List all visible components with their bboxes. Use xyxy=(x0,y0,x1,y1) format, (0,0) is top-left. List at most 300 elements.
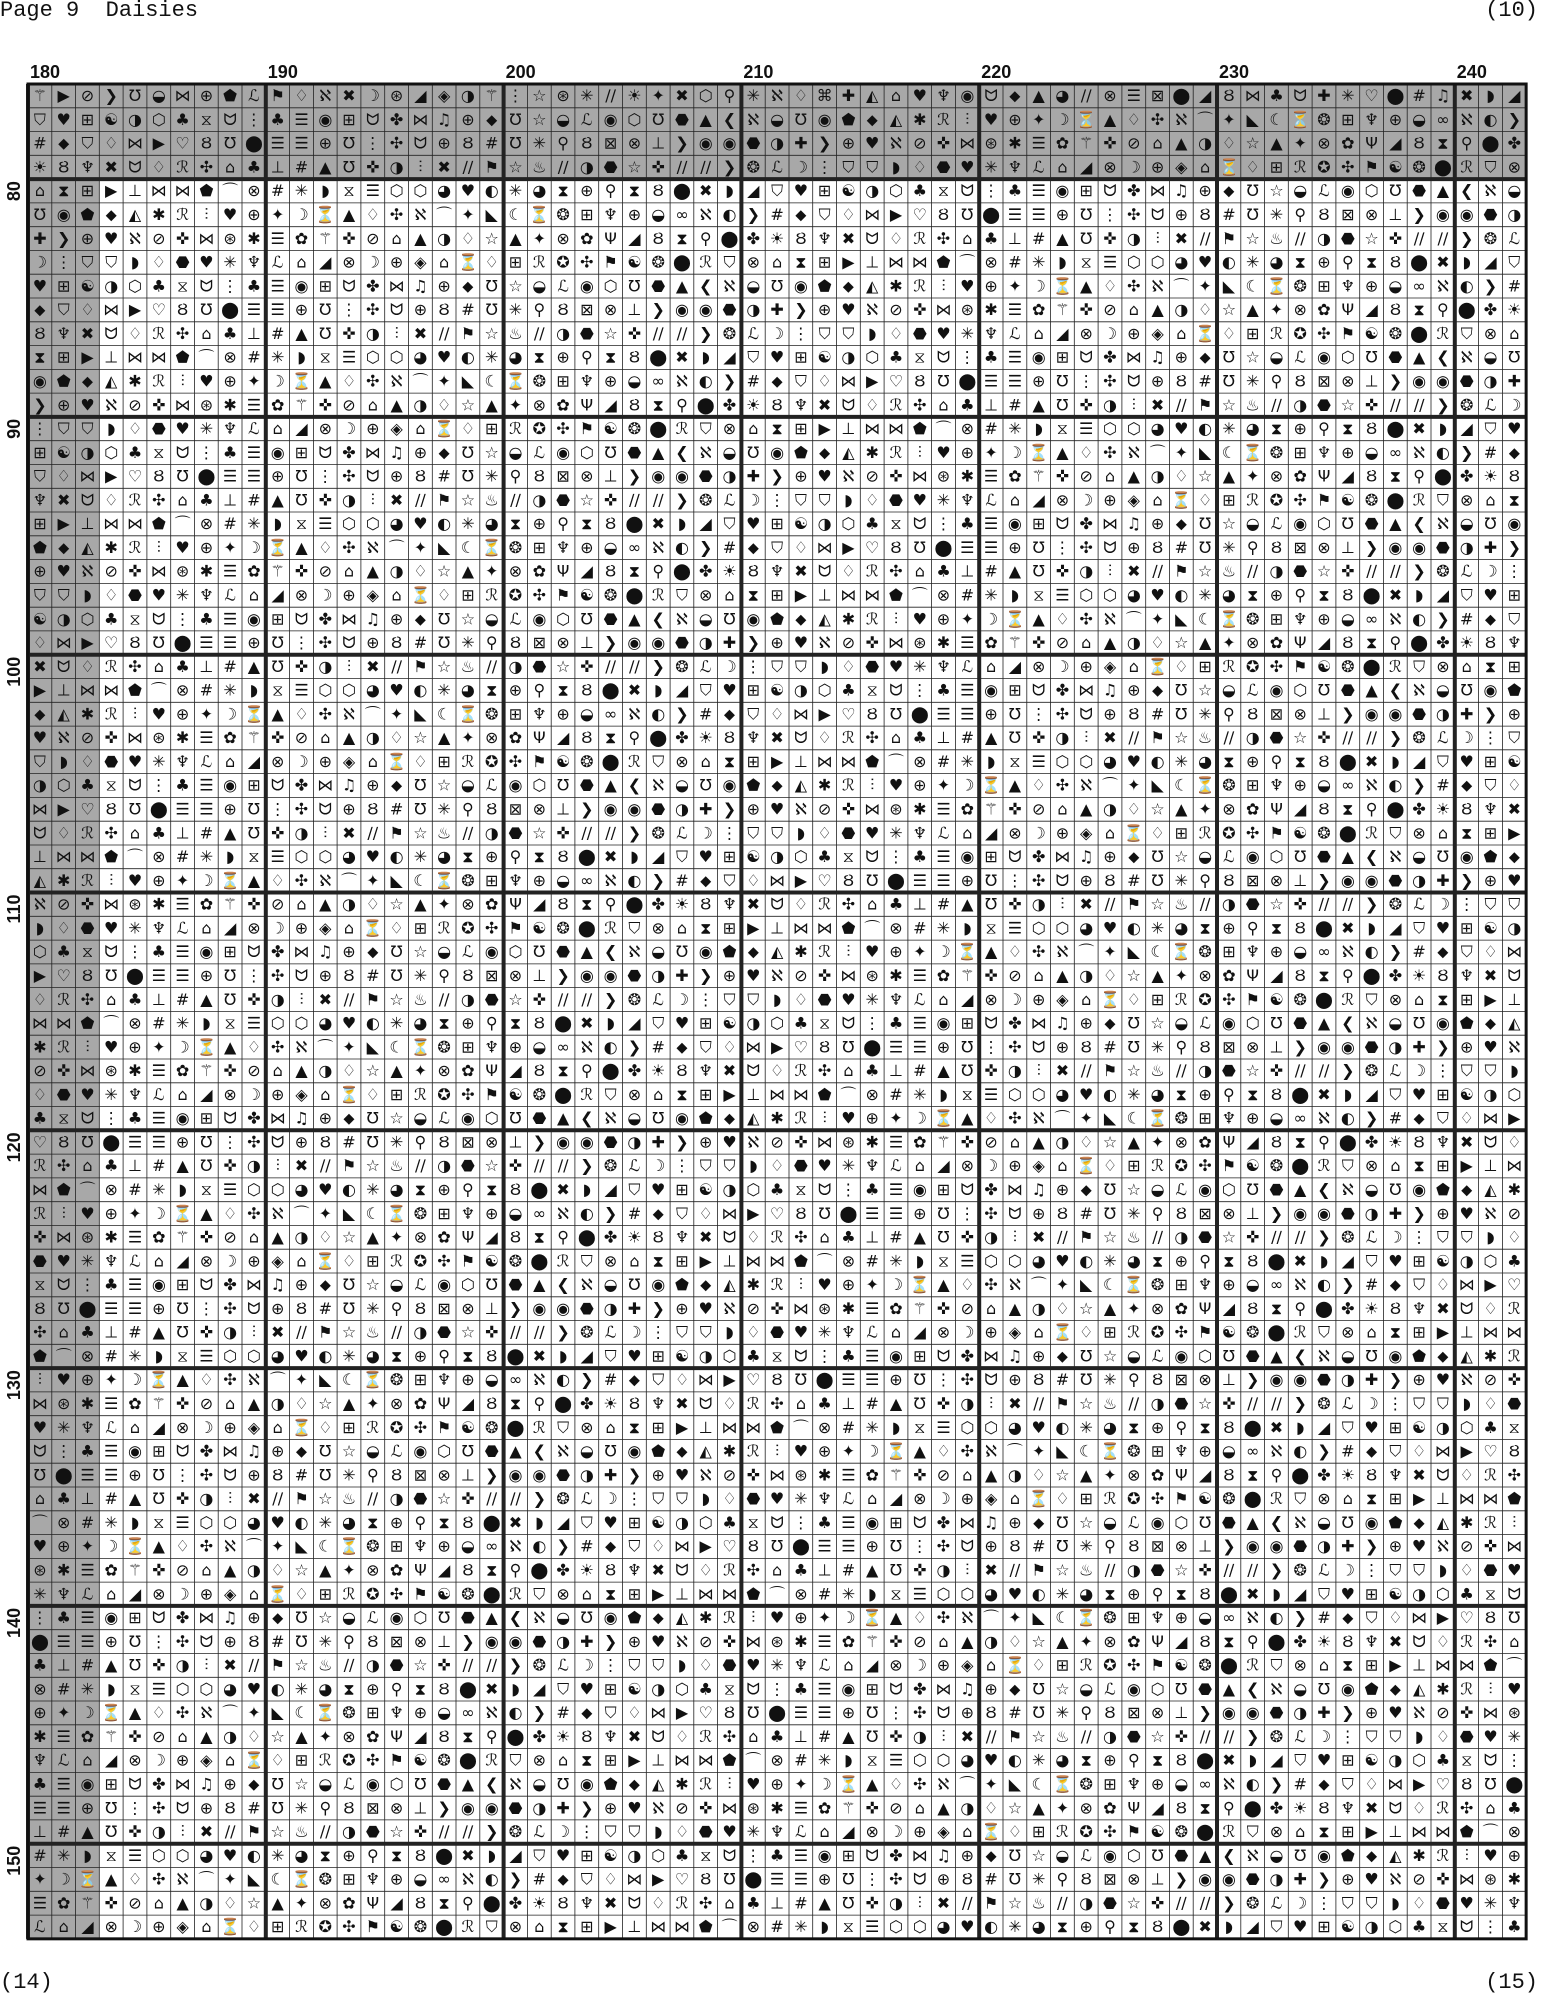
stitch-symbol: ❂ xyxy=(1389,324,1402,343)
stitch-symbol: ⧗ xyxy=(510,514,521,533)
stitch-symbol: ⊥ xyxy=(1174,1703,1188,1722)
stitch-symbol: ⬡ xyxy=(1103,419,1117,438)
stitch-symbol: ⋮ xyxy=(626,1489,642,1508)
stitch-symbol: ⬟ xyxy=(57,1180,71,1199)
page-title: Page 9 Daisies xyxy=(0,0,198,22)
stitch-symbol: ❮ xyxy=(533,1442,546,1461)
stitch-symbol: ⌂ xyxy=(915,1798,925,1817)
stitch-symbol: ✳ xyxy=(390,1132,403,1151)
stitch-symbol: ℒ xyxy=(652,990,664,1009)
stitch-symbol: ℒ xyxy=(629,1156,641,1175)
stitch-symbol: ⊛ xyxy=(33,1561,46,1580)
stitch-symbol: ⊕ xyxy=(1032,1347,1045,1366)
stitch-symbol: ✳ xyxy=(319,1632,332,1651)
stitch-symbol: ⊞ xyxy=(81,110,94,129)
stitch-symbol: ◣ xyxy=(414,704,427,723)
stitch-symbol: ❮ xyxy=(1412,514,1425,533)
stitch-symbol: # xyxy=(200,823,213,842)
stitch-symbol: ∕∕ xyxy=(344,990,355,1009)
stitch-symbol: ⬤ xyxy=(459,1751,477,1770)
stitch-symbol: ⋮ xyxy=(864,1870,880,1889)
stitch-symbol: Ʊ xyxy=(1175,1679,1187,1698)
stitch-symbol: ❂ xyxy=(1175,1822,1188,1841)
stitch-symbol: ⌂ xyxy=(296,253,306,272)
stitch-symbol: ᗢ xyxy=(295,966,308,985)
stitch-symbol: # xyxy=(1508,276,1521,295)
stitch-symbol: ◉ xyxy=(1436,372,1450,391)
stitch-symbol: ℵ xyxy=(1437,1537,1449,1556)
stitch-symbol: ⬤ xyxy=(530,1561,548,1580)
stitch-symbol: ♆ xyxy=(1269,776,1283,795)
stitch-symbol: ⬥ xyxy=(486,110,498,129)
stitch-symbol: ☆ xyxy=(413,942,427,961)
stitch-symbol: ♥ xyxy=(1483,1727,1497,1746)
stitch-symbol: ☆ xyxy=(389,1822,403,1841)
stitch-symbol: ☽ xyxy=(675,990,689,1009)
stitch-symbol: ◉ xyxy=(57,205,71,224)
stitch-symbol: ♨ xyxy=(318,1656,332,1675)
stitch-symbol: Ȣ xyxy=(700,1870,711,1889)
stitch-symbol: ⛉ xyxy=(628,1656,640,1675)
stitch-symbol: ❯ xyxy=(1365,538,1378,557)
stitch-symbol: ⋮ xyxy=(1483,728,1499,747)
stitch-symbol: ♣ xyxy=(175,776,189,795)
stitch-symbol: ◒ xyxy=(1341,1347,1355,1366)
stitch-symbol: ⫶ xyxy=(823,1109,827,1128)
stitch-symbol: ⋈ xyxy=(56,847,72,866)
stitch-symbol: ⛉ xyxy=(581,1251,593,1270)
stitch-symbol: ✣ xyxy=(200,1465,213,1484)
stitch-symbol: ⧖ xyxy=(938,181,949,200)
stitch-symbol: ♢ xyxy=(1198,490,1212,509)
stitch-symbol: ♢ xyxy=(223,1204,237,1223)
stitch-symbol: ◉ xyxy=(1127,1679,1141,1698)
stitch-symbol: ◕ xyxy=(223,1679,237,1698)
stitch-symbol: ⬣ xyxy=(1246,895,1260,914)
stitch-symbol: ♆ xyxy=(1507,633,1521,652)
stitch-symbol: ⊥ xyxy=(841,419,855,438)
stitch-symbol: Ȣ xyxy=(629,348,640,367)
stitch-symbol: ◒ xyxy=(152,86,166,105)
stitch-symbol: ⊕ xyxy=(818,1442,831,1461)
stitch-symbol: ∞ xyxy=(509,1370,522,1389)
stitch-symbol: ☰ xyxy=(104,1394,118,1413)
stitch-symbol: ∕∕ xyxy=(1224,1561,1235,1580)
stitch-symbol: ♣ xyxy=(1507,1251,1521,1270)
stitch-symbol: ⏳ xyxy=(292,1870,312,1889)
stitch-symbol: ⛉ xyxy=(628,1537,640,1556)
stitch-symbol: ⚲ xyxy=(415,1132,427,1151)
stitch-symbol: ◉ xyxy=(461,1798,475,1817)
stitch-symbol: ♥ xyxy=(1293,1917,1307,1936)
stitch-symbol: ❮ xyxy=(604,942,617,961)
stitch-symbol: ⊘ xyxy=(342,395,355,414)
stitch-symbol: ℵ xyxy=(533,1370,545,1389)
stitch-symbol: ♆ xyxy=(603,1727,617,1746)
stitch-symbol: ⬣ xyxy=(128,586,142,605)
stitch-symbol: ⋮ xyxy=(1483,1917,1499,1936)
stitch-symbol: ℛ xyxy=(676,1893,689,1912)
stitch-symbol: ⊞ xyxy=(675,1251,688,1270)
stitch-symbol: ⧖ xyxy=(867,1751,878,1770)
stitch-symbol: ♢ xyxy=(794,990,808,1009)
stitch-symbol: ❂ xyxy=(1365,1061,1378,1080)
stitch-symbol: ⌂ xyxy=(296,1251,306,1270)
stitch-symbol: ⊕ xyxy=(128,1037,141,1056)
stitch-symbol: ❯ xyxy=(1293,1608,1306,1627)
stitch-symbol: ⫶ xyxy=(157,538,161,557)
stitch-symbol: ✦ xyxy=(437,372,450,391)
stitch-symbol: ☰ xyxy=(817,1679,831,1698)
stitch-symbol: ∕∕ xyxy=(677,324,688,343)
stitch-symbol: ◉ xyxy=(1270,681,1284,700)
stitch-symbol: ✪ xyxy=(1103,1656,1116,1675)
stitch-symbol: ❮ xyxy=(699,276,712,295)
stitch-symbol: ∕∕ xyxy=(1224,728,1235,747)
stitch-symbol: ❯ xyxy=(1389,942,1402,961)
stitch-symbol: ⚲ xyxy=(1413,467,1425,486)
stitch-symbol: ⌂ xyxy=(178,490,188,509)
stitch-symbol: ⚑ xyxy=(603,253,617,272)
stitch-symbol: ❂ xyxy=(1389,895,1402,914)
stitch-symbol: Ȣ xyxy=(34,324,45,343)
stitch-symbol: ♢ xyxy=(675,1727,689,1746)
stitch-symbol: ♢ xyxy=(271,871,285,890)
stitch-symbol: ℛ xyxy=(1460,1632,1473,1651)
stitch-symbol: ♆ xyxy=(199,586,213,605)
stitch-symbol: ◒ xyxy=(1270,348,1284,367)
stitch-symbol: ∕∕ xyxy=(534,324,545,343)
stitch-symbol: ⋈ xyxy=(365,443,381,462)
stitch-symbol: ✳ xyxy=(57,1846,70,1865)
stitch-symbol: ☰ xyxy=(318,514,332,533)
stitch-symbol: ⊕ xyxy=(604,372,617,391)
stitch-symbol: ⊥ xyxy=(57,1656,71,1675)
stitch-symbol: ♣ xyxy=(199,609,213,628)
stitch-symbol: ▲ xyxy=(224,1561,237,1580)
stitch-symbol: ✿ xyxy=(1175,1299,1188,1318)
stitch-symbol: ⌂ xyxy=(35,1489,45,1508)
stitch-symbol: Ȣ xyxy=(724,728,735,747)
stitch-symbol: ⚚ xyxy=(1055,300,1069,319)
stitch-symbol: ♡ xyxy=(817,871,831,890)
stitch-symbol: ♢ xyxy=(913,1608,927,1627)
stitch-symbol: ☀ xyxy=(722,562,736,581)
stitch-symbol: Ʊ xyxy=(200,1156,212,1175)
stitch-symbol: ᗢ xyxy=(984,1014,997,1033)
stitch-symbol: ⊕ xyxy=(57,395,70,414)
stitch-symbol: ⊞ xyxy=(651,1418,664,1437)
stitch-symbol: ☽ xyxy=(1483,562,1497,581)
stitch-symbol: ⊗ xyxy=(865,1822,878,1841)
stitch-symbol: ◢ xyxy=(1247,1132,1260,1151)
stitch-symbol: ◢ xyxy=(153,1418,166,1437)
stitch-symbol: ☀ xyxy=(651,1061,665,1080)
stitch-symbol: ℒ xyxy=(795,1822,807,1841)
stitch-symbol: ⋮ xyxy=(175,1465,191,1484)
stitch-symbol: ◒ xyxy=(580,704,594,723)
stitch-symbol: ∞ xyxy=(1294,1109,1307,1128)
stitch-symbol: ⧖ xyxy=(201,110,212,129)
stitch-symbol: ☰ xyxy=(342,348,356,367)
stitch-symbol: ⊘ xyxy=(33,1061,46,1080)
stitch-symbol: ⬟ xyxy=(199,181,213,200)
stitch-symbol: ⊥ xyxy=(1436,1489,1450,1508)
stitch-symbol: ◑ xyxy=(295,1228,309,1247)
stitch-symbol: ⧗ xyxy=(1342,419,1353,438)
stitch-symbol: # xyxy=(152,1156,165,1175)
stitch-symbol: ⊕ xyxy=(1341,443,1354,462)
stitch-symbol: ⛉ xyxy=(1413,1275,1425,1294)
stitch-symbol: ☆ xyxy=(1198,562,1212,581)
stitch-symbol: ℒ xyxy=(1437,728,1449,747)
stitch-symbol: ⬣ xyxy=(1436,1893,1450,1912)
stitch-symbol: ♢ xyxy=(247,1727,261,1746)
stitch-symbol: ☀ xyxy=(699,728,713,747)
stitch-symbol: ⬥ xyxy=(629,1775,641,1794)
stitch-symbol: ᗢ xyxy=(913,1870,926,1889)
stitch-symbol: ◗ xyxy=(1367,918,1375,937)
stitch-symbol: ⌂ xyxy=(701,752,711,771)
stitch-symbol: ✖ xyxy=(295,1156,308,1175)
stitch-symbol: Ȣ xyxy=(1009,1537,1020,1556)
stitch-symbol: # xyxy=(319,1299,332,1318)
stitch-symbol: ⫶ xyxy=(870,776,874,795)
stitch-symbol: ⋈ xyxy=(103,681,119,700)
stitch-symbol: Ʊ xyxy=(652,110,664,129)
stitch-symbol: ◐ xyxy=(1055,1418,1069,1437)
stitch-symbol: ⊥ xyxy=(152,990,166,1009)
stitch-symbol: ♆ xyxy=(485,1037,499,1056)
stitch-symbol: ✜ xyxy=(937,1394,950,1413)
stitch-symbol: ◉ xyxy=(1365,871,1379,890)
stitch-symbol: ⊥ xyxy=(1270,1037,1284,1056)
stitch-symbol: ⬤ xyxy=(625,586,643,605)
stitch-symbol: ✣ xyxy=(200,158,213,177)
stitch-symbol: ⊠ xyxy=(1151,86,1164,105)
stitch-symbol: ✖ xyxy=(319,990,332,1009)
stitch-symbol: ▲ xyxy=(985,1465,998,1484)
stitch-symbol: ◢ xyxy=(414,86,427,105)
stitch-symbol: ⊞ xyxy=(390,1085,403,1104)
stitch-symbol: ▲ xyxy=(414,229,427,248)
stitch-symbol: ◐ xyxy=(318,1347,332,1366)
stitch-symbol: ♣ xyxy=(80,1323,94,1342)
stitch-symbol: ⬥ xyxy=(700,1275,712,1294)
stitch-symbol: ✿ xyxy=(556,395,569,414)
stitch-symbol: ◗ xyxy=(844,1751,852,1770)
stitch-symbol: ⛉ xyxy=(795,490,807,509)
stitch-symbol: ✖ xyxy=(1270,1418,1283,1437)
stitch-symbol: Ʊ xyxy=(914,1394,926,1413)
stitch-symbol: ⚲ xyxy=(581,348,593,367)
stitch-symbol: ✜ xyxy=(128,1727,141,1746)
stitch-symbol: ⬡ xyxy=(794,847,808,866)
stitch-symbol: ∞ xyxy=(1222,1608,1235,1627)
stitch-symbol: ⊥ xyxy=(461,1465,475,1484)
stitch-symbol: ✪ xyxy=(1222,823,1235,842)
stitch-symbol: ☰ xyxy=(984,1085,998,1104)
stitch-symbol: ⛉ xyxy=(509,1751,521,1770)
stitch-symbol: Ʊ xyxy=(1056,1537,1068,1556)
stitch-symbol: # xyxy=(81,1656,94,1675)
stitch-symbol: ☰ xyxy=(1079,419,1093,438)
stitch-symbol: ♥ xyxy=(271,1513,285,1532)
stitch-symbol: ◢ xyxy=(604,395,617,414)
stitch-symbol: Ʊ xyxy=(1508,1608,1520,1627)
stitch-symbol: ♥ xyxy=(1174,419,1188,438)
stitch-symbol: ⧗ xyxy=(1199,918,1210,937)
stitch-symbol: ⬥ xyxy=(985,1846,997,1865)
stitch-symbol: ⊗ xyxy=(1103,86,1116,105)
stitch-symbol: ✳ xyxy=(1341,86,1354,105)
stitch-symbol: ✱ xyxy=(1460,1513,1473,1532)
stitch-symbol: # xyxy=(1056,1370,1069,1389)
stitch-symbol: ⊛ xyxy=(1484,1870,1497,1889)
stitch-symbol: ☽ xyxy=(770,324,784,343)
stitch-symbol: ☀ xyxy=(770,229,784,248)
stitch-symbol: ℛ xyxy=(842,776,855,795)
stitch-symbol: ⋈ xyxy=(864,800,880,819)
stitch-symbol: Ʊ xyxy=(818,1204,830,1223)
stitch-symbol: ⬟ xyxy=(1484,847,1498,866)
stitch-symbol: ⬡ xyxy=(913,1917,927,1936)
stitch-symbol: ♥ xyxy=(294,1347,308,1366)
stitch-symbol: ♢ xyxy=(33,990,47,1009)
stitch-symbol: ✪ xyxy=(390,1418,403,1437)
stitch-symbol: ✳ xyxy=(1103,1251,1116,1270)
stitch-symbol: Ȣ xyxy=(1485,1608,1496,1627)
stitch-symbol: ♥ xyxy=(841,300,855,319)
stitch-symbol: ◒ xyxy=(1317,776,1331,795)
stitch-symbol: ✳ xyxy=(889,1251,902,1270)
stitch-symbol: ☆ xyxy=(1150,800,1164,819)
stitch-symbol: ⌂ xyxy=(154,1251,164,1270)
stitch-symbol: ♥ xyxy=(865,823,879,842)
stitch-symbol: ♣ xyxy=(913,847,927,866)
stitch-symbol: ⊞ xyxy=(437,1204,450,1223)
stitch-symbol: ⛉ xyxy=(605,1347,617,1366)
stitch-symbol: ⊞ xyxy=(57,276,70,295)
stitch-symbol: ⋈ xyxy=(80,847,96,866)
stitch-symbol: ☰ xyxy=(247,1014,261,1033)
stitch-symbol: ᗢ xyxy=(1460,1299,1473,1318)
stitch-symbol: ♢ xyxy=(675,1822,689,1841)
stitch-symbol: ✜ xyxy=(295,562,308,581)
stitch-symbol: ◭ xyxy=(58,704,71,723)
stitch-symbol: ⬤ xyxy=(1220,1584,1238,1603)
stitch-symbol: ◭ xyxy=(1484,1180,1497,1199)
stitch-symbol: ✦ xyxy=(1175,966,1188,985)
stitch-symbol: ◉ xyxy=(746,609,760,628)
stitch-symbol: ⬣ xyxy=(461,1156,475,1175)
stitch-symbol: Ʊ xyxy=(1223,372,1235,391)
stitch-symbol: ⋮ xyxy=(698,990,714,1009)
stitch-symbol: ✳ xyxy=(414,966,427,985)
stitch-symbol: ∕∕ xyxy=(249,1656,260,1675)
stitch-symbol: ℛ xyxy=(1437,1846,1450,1865)
stitch-symbol: ⊛ xyxy=(984,134,997,153)
stitch-symbol: ♢ xyxy=(1507,1228,1521,1247)
stitch-symbol: Ȣ xyxy=(962,1870,973,1889)
stitch-symbol: ♥ xyxy=(865,942,879,961)
stitch-symbol: ♨ xyxy=(389,1156,403,1175)
stitch-symbol: ✜ xyxy=(1198,1561,1211,1580)
stitch-symbol: ✖ xyxy=(1341,918,1354,937)
stitch-symbol: ⬤ xyxy=(507,1418,525,1437)
stitch-symbol: Ȣ xyxy=(986,1703,997,1722)
stitch-symbol: ⬤ xyxy=(1434,158,1452,177)
stitch-symbol: ◑ xyxy=(627,1132,641,1151)
stitch-symbol: ◑ xyxy=(1412,1584,1426,1603)
stitch-symbol: ☆ xyxy=(294,1775,308,1794)
stitch-symbol: ⚲ xyxy=(391,1299,403,1318)
stitch-symbol: # xyxy=(128,1180,141,1199)
stitch-symbol: ᗢ xyxy=(794,1347,807,1366)
stitch-symbol: ◢ xyxy=(248,752,261,771)
stitch-symbol: ⊕ xyxy=(414,300,427,319)
stitch-symbol: ⬣ xyxy=(1484,1561,1498,1580)
stitch-symbol: ✜ xyxy=(223,1156,236,1175)
stitch-symbol: ⌂ xyxy=(1153,490,1163,509)
stitch-symbol: ◢ xyxy=(129,1584,142,1603)
stitch-symbol: Ȣ xyxy=(605,514,616,533)
stitch-symbol: ✱ xyxy=(675,1775,688,1794)
stitch-symbol: ◢ xyxy=(652,847,665,866)
stitch-symbol: ⧗ xyxy=(1057,1917,1068,1936)
stitch-symbol: ❯ xyxy=(509,1299,522,1318)
stitch-symbol: ☰ xyxy=(1032,134,1046,153)
stitch-symbol: ✚ xyxy=(747,467,760,486)
stitch-symbol: ⊕ xyxy=(865,1537,878,1556)
stitch-symbol: ❯ xyxy=(437,1798,450,1817)
stitch-symbol: ✳ xyxy=(295,181,308,200)
stitch-symbol: ☽ xyxy=(603,1489,617,1508)
stitch-symbol: ∕∕ xyxy=(1295,229,1306,248)
stitch-symbol: ⊕ xyxy=(33,1703,46,1722)
stitch-symbol: ▶ xyxy=(129,300,142,319)
stitch-symbol: ∕∕ xyxy=(653,490,664,509)
stitch-symbol: ℵ xyxy=(1223,1775,1235,1794)
stitch-symbol: # xyxy=(1151,704,1164,723)
stitch-symbol: ☾ xyxy=(1127,1109,1141,1128)
stitch-symbol: ▲ xyxy=(272,1893,285,1912)
stitch-symbol: ⬡ xyxy=(865,348,879,367)
stitch-symbol: ⚑ xyxy=(556,586,570,605)
stitch-symbol: ⊗ xyxy=(1056,490,1069,509)
stitch-symbol: ✣ xyxy=(271,966,284,985)
stitch-symbol: ☰ xyxy=(128,1846,142,1865)
stitch-symbol: ⊞ xyxy=(223,942,236,961)
stitch-symbol: Ʊ xyxy=(390,966,402,985)
stitch-symbol: ✖ xyxy=(1389,1632,1402,1651)
stitch-symbol: ☰ xyxy=(865,1347,879,1366)
stitch-symbol: ⬥ xyxy=(343,1109,355,1128)
stitch-symbol: ♣ xyxy=(152,823,166,842)
stitch-symbol: ⊞ xyxy=(865,1679,878,1698)
stitch-symbol: ♢ xyxy=(865,395,879,414)
stitch-symbol: ♆ xyxy=(1412,1299,1426,1318)
stitch-symbol: ◒ xyxy=(746,276,760,295)
stitch-symbol: ⊘ xyxy=(913,1632,926,1651)
stitch-symbol: ⬤ xyxy=(1315,918,1333,937)
stitch-symbol: ◗ xyxy=(868,1584,876,1603)
stitch-symbol: ℛ xyxy=(34,1204,47,1223)
stitch-symbol: ♥ xyxy=(817,467,831,486)
stitch-symbol: ▶ xyxy=(1389,1656,1402,1675)
stitch-symbol: ◕ xyxy=(1103,752,1117,771)
stitch-symbol: ✖ xyxy=(1365,752,1378,771)
